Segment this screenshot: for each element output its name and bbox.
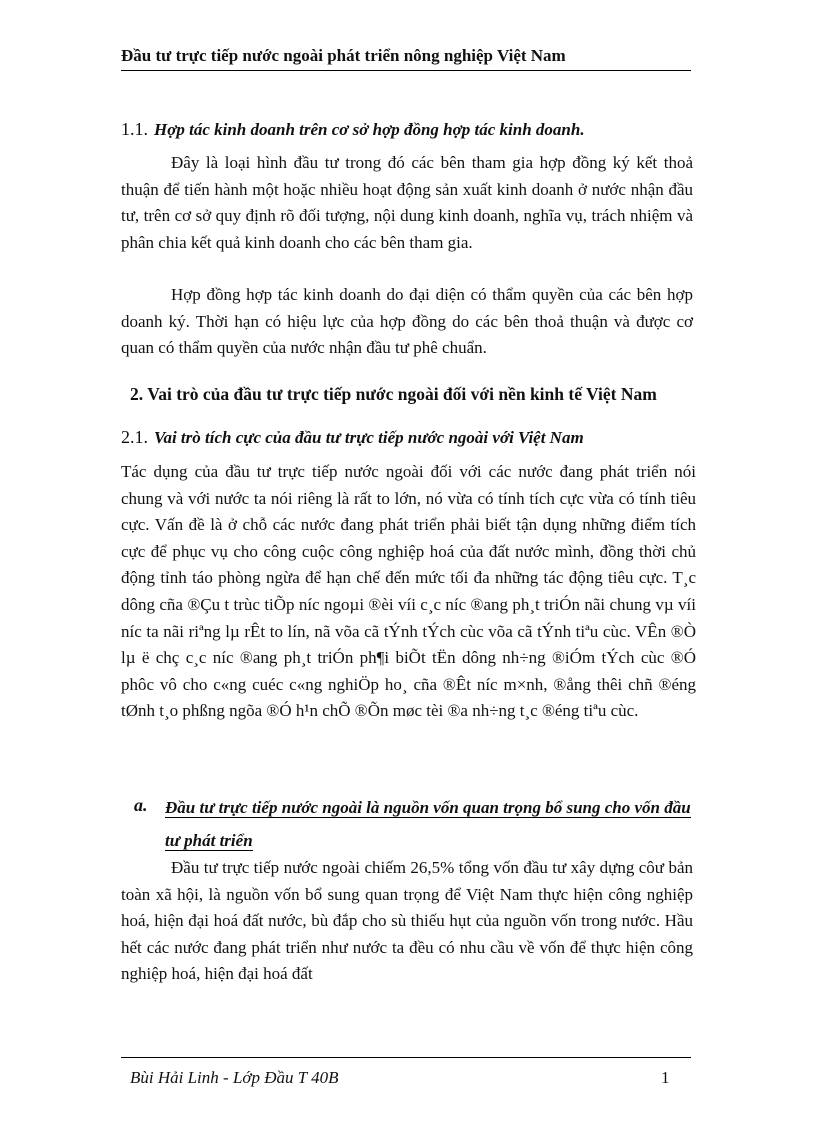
paragraph-1: Đây là loại hình đầu tư trong đó các bên tham gia hợp đồng ký kết thoả thuận để tiến hành một hoặc nhiều hoạt động sản xuất kinh doanh ở nước nhận đầu tư, trên cơ sở quy định rõ đối tượng, nội dung kinh doanh, nghĩa vụ, trách nhiệm và phân chia kết quả kinh doanh cho các bên tham gia.	[121, 153, 693, 252]
section-title: Hợp tác kinh doanh trên cơ sở hợp đồng hợp tác kinh doanh.	[154, 120, 585, 139]
footer-author: Bùi Hải Linh - Lớp Đầu T 40B	[130, 1068, 339, 1087]
subsection-letter: a.	[134, 795, 148, 815]
subsection-a-heading	[165, 791, 700, 857]
section-number: 2.1.	[121, 427, 148, 447]
section-2-heading	[130, 384, 695, 405]
section-2-1-heading	[121, 427, 584, 448]
paragraph-3: Tác dụng của đầu tư trực tiếp nước ngoài đối với các nước đang phát triển nói chung và với nước ta nói riêng là rất to lớn, nó vừa có tính tích cực vừa có tính tiêu cực. Vấn đề là ở chỗ các nước đang phát triển phải biết tận dụng những điểm tích cực để phục vụ cho công cuộc công nghiệp hoá của đất nước mình, đồng thời chủ động tỉnh táo phòng ngừa để hạn chế đến mức tối đa những tác động tiêu cực. T¸c dông cña ®Çu t trùc tiÕp níc ngoµi ®èi víi c¸c níc ®ang ph¸t triÓn nãi chung vµ víi níc ta nãi riªng lµ rÊt to lín, nã võa cã tÝnh tÝch cùc võa cã tÝnh tiªu cùc. VÊn ®Ò lµ ë chç c¸c níc ®ang ph¸t triÓn ph¶i biÕt tËn dông nh÷ng ®iÓm tÝch cùc ®Ó phôc vô cho c«ng cuéc c«ng nghiÖp ho¸ cña ®Êt níc m×nh, ®ång thêi chñ ®éng tØnh t¸o phßng ngõa ®Ó h¹n chÕ ®Õn møc tèi ®a nh÷ng t¸c ®éng tiªu cùc.	[121, 462, 696, 721]
paragraph-2: Hợp đồng hợp tác kinh doanh do đại diện có thẩm quyền của các bên hợp doanh ký. Thời hạn có hiệu lực của hợp đồng do các bên thoả thuận và được cơ quan có thẩm quyền của nước nhận đầu tư phê chuẩn.	[121, 285, 693, 357]
subsection-title: Đầu tư trực tiếp nước ngoài là nguồn vốn quan trọng bổ sung cho vốn đầu tư phát triển	[165, 798, 691, 850]
section-title: Vai trò của đầu tư trực tiếp nước ngoài đối với nền kinh tế Việt Nam	[147, 384, 657, 404]
section-1-1-heading	[121, 119, 585, 140]
paragraph-4: Đầu tư trực tiếp nước ngoài chiếm 26,5% tổng vốn đầu tư xây dựng côư bản toàn xã hội, là nguồn vốn bổ sung quan trọng để Việt Nam thực hiện công nghiệp hoá, hiện đại hoá đất nước, bù đắp cho sù thiếu hụt của nguồn vốn trong nước. Hầu hết các nước đang phát triển như nước ta đều có nhu cầu về vốn để thực hiện công nghiệp hoá, hiện đại hoá đất	[121, 858, 693, 983]
page-header-title: Đầu tư trực tiếp nước ngoài phát triển nông nghiệp Việt Nam	[121, 46, 691, 71]
section-title: Vai trò tích cực của đầu tư trực tiếp nước ngoài với Việt Nam	[154, 428, 584, 447]
section-number: 2.	[130, 384, 144, 404]
page-number: 1	[661, 1068, 670, 1087]
section-number: 1.1.	[121, 119, 148, 139]
footer-divider	[121, 1057, 691, 1058]
